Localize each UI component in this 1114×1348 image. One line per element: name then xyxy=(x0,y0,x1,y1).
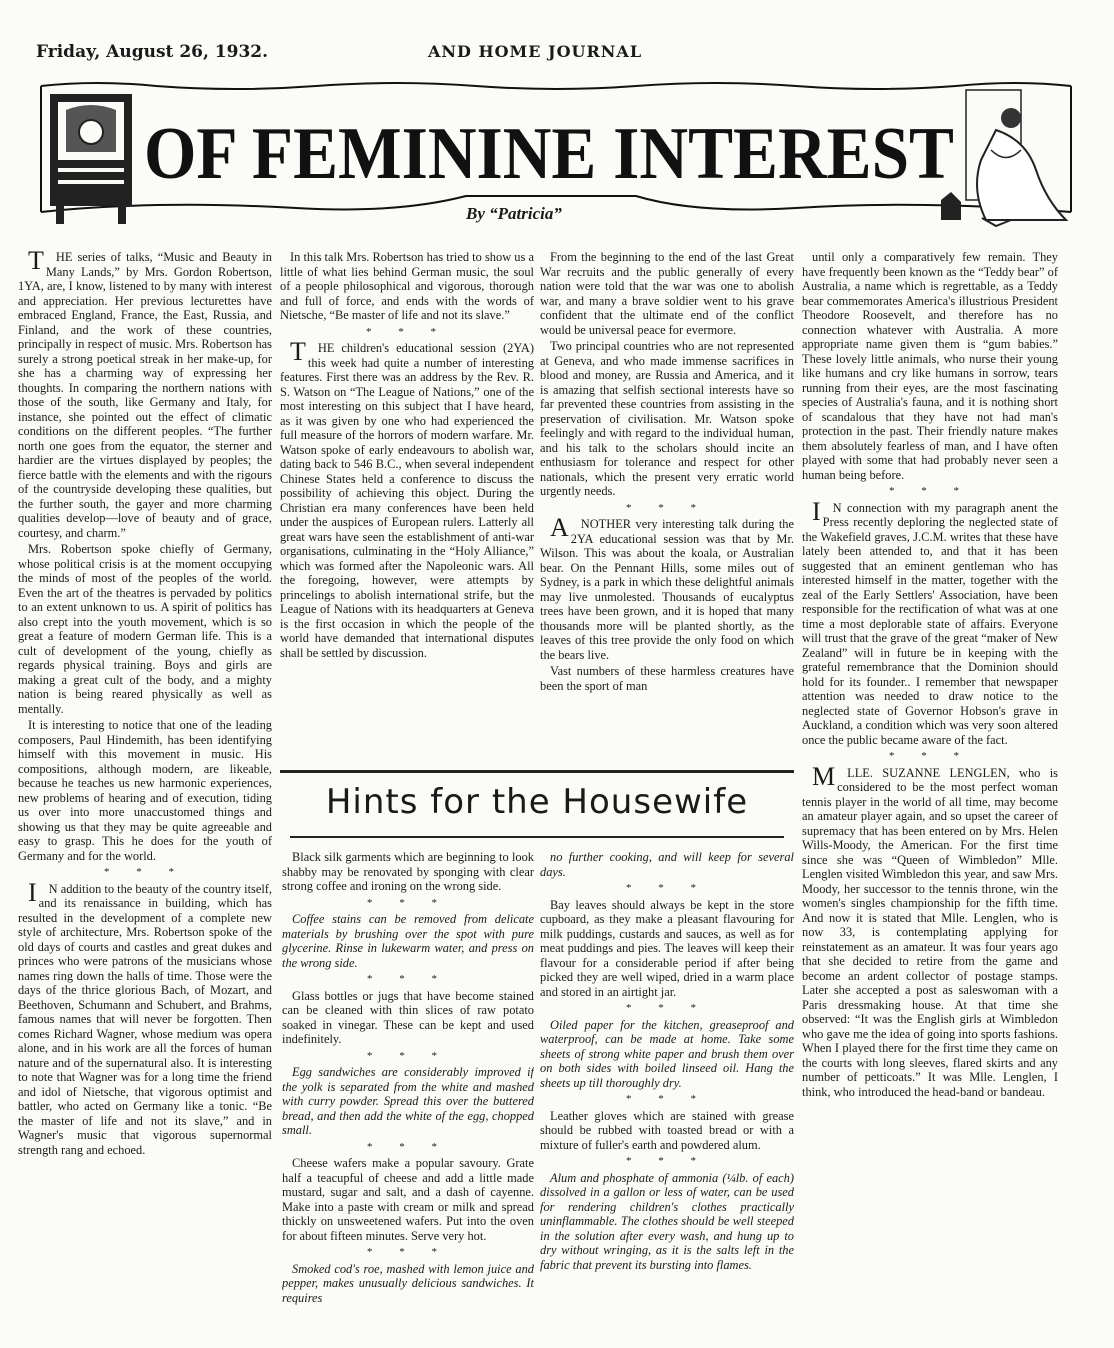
column-3 xyxy=(540,250,794,770)
article-paragraph: MLLE. SUZANNE LENGLEN, who is considered to be the most perfect woman tennis player in the world of all time, may become an amateur player again, and so upset the career of supremacy that has been entered on by Mrs. Helen Wills-Moody, the American. For the first time since she was “Queen of Wimbledon” Mlle. Lenglen visited Wimbledon this year, and saw Mrs. Moody, her successor to the tennis throne, win the women's singles championship for the fifth time. And now it is stated that Mlle. Lenglen, who is now 33, is contemplating applying for reinstatement as an amateur. It was four years ago that she decided to retire from the game and become an ardent collector of postage stamps. Later she accepted a post as saleswoman with a Paris dressmaking house. At that time she observed: “It was the English girls at Wimbledon who gave me the idea of going into sports fashions. When I played there for the first time they came on the courts with long sleeves, flared skirts and any number of petticoats.” It was Mlle. Lenglen, I think, who introduced the head-band or bandeau. xyxy=(802,761,1058,1099)
hint-paragraph: Coffee stains can be removed from delicate materials by brushing over the spot with pure glycerine. Rinse in lukewarm water, and press on the wrong side. xyxy=(282,912,534,970)
publication-name: AND HOME JOURNAL xyxy=(428,42,643,61)
section-separator: * * * xyxy=(367,973,449,985)
article-paragraph: Two principal countries who are not represented at Geneva, and who made immense sacrifices in blood and money, are Russia and America, and it is amazing that selfish sectional interests have so far prevented these countries from assisting in the preservation of civilisation. Mr. Watson spoke feelingly and with regard to the individual human, and his talk to the scholars should incite an enthusiasm for tolerance and respect for other nationals, which the present very erratic world urgently needs. xyxy=(540,339,794,498)
article-paragraph: ANOTHER very interesting talk during the 2YA educational session was that by Mr. Wilson. This was about the koala, or Australian bear. On the Pennant Hills, some miles out of Sydney, is a park in which these delightful animals may live unmolested. Thousands of eucalyptus trees have been grown, and it is hoped that many thousands more will be planted shortly, as the leaves of this tree provide the only food on which the bears live. xyxy=(540,513,794,662)
section-separator: * * * xyxy=(889,750,971,762)
hint-paragraph: Glass bottles or jugs that have become stained can be cleaned with thin slices of raw potato soaked in vinegar. These can be kept and used indefinitely. xyxy=(282,988,534,1046)
article-paragraph: From the beginning to the end of the last Great War recruits and the public generally of every nation were told that the war was one to abolish war, and many a brave soldier went to his grave confident that the ultimate end of the conflict would be universal peace for evermore. xyxy=(540,250,794,337)
hint-paragraph: Bay leaves should always be kept in the store cupboard, as they make a pleasant flavouring for milk puddings, custards and sauces, as well as for meat puddings and pies. The leaves will keep their flavour for a considerable period if after being picked they are well wiped, dried in a warm place and stored in an airtight jar. xyxy=(540,897,794,999)
section-separator: * * * xyxy=(626,1002,708,1014)
article-paragraph: It is interesting to notice that one of the leading composers, Paul Hindemith, has been identifying himself with this movement in music. His compositions, although modern, are likeable, because he teaches us new harmonic experiences, new problems of hearing and of execution, tiding us over into more unaccustomed things and showing us that they may be quite agreeable and easy to grasp. This he does for the youth of Germany and for the world. xyxy=(18,718,272,863)
hint-paragraph: Alum and phosphate of ammonia (¼lb. of each) dissolved in a gallon or less of water, can be used for rendering children's clothes practically uninflammable. The clothes should be well steeped in the solution after every wash, and hung up to dry without wringing, as it is the salts left in the fabric that prevent its bursting into flames. xyxy=(540,1170,794,1272)
section-separator: * * * xyxy=(626,882,708,894)
hints-bottom-rule xyxy=(290,836,784,838)
seated-woman-illustration xyxy=(941,90,1066,226)
section-separator: * * * xyxy=(626,1093,708,1105)
section-separator: * * * xyxy=(367,896,449,909)
hint-paragraph: Black silk garments which are beginning to look shabby may be renovated by sponging with clear strong coffee and ironing on the wrong side. xyxy=(282,850,534,893)
hints-top-rule xyxy=(280,770,794,773)
article-paragraph: IN connection with my paragraph anent the Press recently deploring the neglected state of the Wakefield graves, J.C.M. writes that these have lately been attended to, and that it has been suggested that an eminent gentleman who has interested himself in the matter, together with the zeal of the Early Settlers' Association, have been responsible for the rectification of what was at one time a most deplorable state of affairs. Everyone will trust that the grave of the great “maker of New Zealand” will in future be in keeping with the grateful remembrance that the Dominion should hold for its founder.. I remember that newspaper attention was needed to draw notice to the neglected state of Governor Hobson's grave in Auckland, a condition which was very soon altered once the public became aware of the fact. xyxy=(802,496,1058,747)
section-separator: * * * xyxy=(626,501,708,514)
article-paragraph: Mrs. Robertson spoke chiefly of Germany, whose political crisis is at the moment occupying the minds of most of the peoples of the world. Even the art of the theatres is pervaded by politics to an extent unknown to us. A spirit of politics has also crept into the youth movement, which is so great a feature of modern German life. This is a cult of development of the young, chiefly as regards physical training. Boys and girls are making a great cult of the body, and a mighty nation is being reared physically as well as mentally. xyxy=(18,542,272,716)
section-separator: * * * xyxy=(367,1246,449,1258)
hint-paragraph: Oiled paper for the kitchen, greaseproof and waterproof, can be made at home. Take some sheets of strong white paper and brush them over on both sides with boiled linseed oil. Hang the sheets up till thoroughly dry. xyxy=(540,1017,794,1090)
article-paragraph: THE children's educational session (2YA) this week had quite a number of interesting features. First there was an address by the Rev. R. S. Watson on “The League of Nations,” one of the most interesting on this subject that I have heard, as it was given by one who had experienced the full measure of the horrors of modern warfare. Mr. Watson spoke of early endeavours to abolish war, dating back to 546 B.C., when several independent Chinese States held a conference to discuss the possibility of achieving this object. During the Christian era many conferences have been held under the auspices of European rulers. Latterly all great wars have seen the establishment of anti-war organisations, culminating in the “Holy Alliance,” which was formed after the Napoleonic wars. All the foregoing, however, were attempts by princelings to abolish international strife, but the League of Nations with its headquarters at Geneva is the first occasion in which the people of the world have demanded that international disputes shall be settled by discussion. xyxy=(280,337,534,660)
article-paragraph: Vast numbers of these harmless creatures have been the sport of man xyxy=(540,664,794,693)
article-paragraph: IN addition to the beauty of the country itself, and its renaissance in building, which has resulted in the development of a complete new style of architecture, Mrs. Robertson spoke of the old days of courts and castles and great dukes and princes who were patrons of the musicians whose names ring down the halls of time. Those were the days of the thrice glorious Bach, of Mozart, and Beethoven, Schumann and Schubert, and Brahms, famous names that will never be forgotten. Then comes Richard Wagner, whose medium was opera alone, and in his work are all the forces of human nature and of the supernatural also. It is interesting to note that Wagner was for a long time the friend and idol of Nietsche, that vigorous optimist and battler, who acted on Germany like a tonic. “Be the master of life and not its slave,” and in Wagner's music that vigorous supernormal strength rang and echoed. xyxy=(18,877,272,1157)
hint-paragraph: no further cooking, and will keep for several days. xyxy=(540,850,794,879)
dateline: Friday, August 26, 1932. xyxy=(36,42,269,62)
byline: By “Patricia” xyxy=(466,204,562,223)
hints-section-title: Hints for the Housewife xyxy=(325,782,749,822)
hint-paragraph: Egg sandwiches are considerably improved if the yolk is separated from the white and mashed with curry powder. Spread this over the buttered bread, and then add the white of the egg, chopped small. xyxy=(282,1065,534,1137)
article-paragraph: THE series of talks, “Music and Beauty in Many Lands,” by Mrs. Gordon Robertson, 1YA, are, I know, listened to by many with interest and appreciation. Her previous lecturettes have embraced England, France, the East, Russia, and Finland, and the work of these countries, principally in respect of music. Mrs. Robertson has surely a strong poetical streak in her make-up, for she has a charming way of expressing her thoughts. In comparing the northern nations with those of the south, like Germany and Italy, for instance, she pointed out the effect of climatic conditions on the different peoples. “The further north one goes from the equator, the sterner and hardier are the virtues displayed by peoples; the fierce battle with the elements and with the rigours of the countryside developing these qualities, but the further south, the gayer and more charming qualities develop—love of beauty and of grace, courtesy, and charm.” xyxy=(18,250,272,540)
section-separator: * * * xyxy=(367,1049,449,1062)
column-2 xyxy=(280,250,534,770)
hint-paragraph: Leather gloves which are stained with grease should be rubbed with toasted bread or with a mixture of fuller's earth and powdered alum. xyxy=(540,1108,794,1152)
column-4 xyxy=(802,250,1058,1328)
hint-paragraph: Cheese wafers make a popular savoury. Grate half a teacupful of cheese and add a little made mustard, sugar and salt, and a dash of cayenne. Make into a paste with cream or milk and spread thickly on unsweetened wafers. Put into the oven for about fifteen minutes. Serve very hot. xyxy=(282,1156,534,1243)
hints-column-left xyxy=(282,850,534,1328)
hints-column-right xyxy=(540,850,794,1328)
section-separator: * * * xyxy=(889,485,971,497)
column-1 xyxy=(18,250,272,1328)
radio-cabinet-illustration xyxy=(50,94,132,224)
section-separator: * * * xyxy=(367,1140,449,1153)
banner-title: OF FEMININE INTEREST xyxy=(144,113,954,195)
section-separator: * * * xyxy=(626,1155,708,1167)
hint-paragraph: Smoked cod's roe, mashed with lemon juice and pepper, makes unusually delicious sandwiches. It requires xyxy=(282,1261,534,1305)
article-paragraph: In this talk Mrs. Robertson has tried to show us a little of what lies behind German music, the soul of a people philosophical and vigorous, thorough and full of force, and ends with the words of Nietsche, “Be master of life and not its slave.” xyxy=(280,250,534,322)
section-separator: * * * xyxy=(366,325,448,338)
article-paragraph: until only a comparatively few remain. They have frequently been known as the “Teddy bear” of Australia, a name which is regrettable, as a Teddy bear commemorates America's illustrious President Theodore Roosevelt, and therefore has no connection whatever with Australia. A more appropriate name given them is “gum babies.” These lovely little animals, who nurse their young like humans and cry like humans in sorrow, tears running from their eyes, are the most fascinating species of Australia's fauna, and it is nothing short of scandalous that they have not had man's protection in the past. Their friendly nature makes them absolutely fearless of man, and I have often played with some that had probably never seen a human being before. xyxy=(802,250,1058,482)
section-separator: * * * xyxy=(104,866,186,878)
